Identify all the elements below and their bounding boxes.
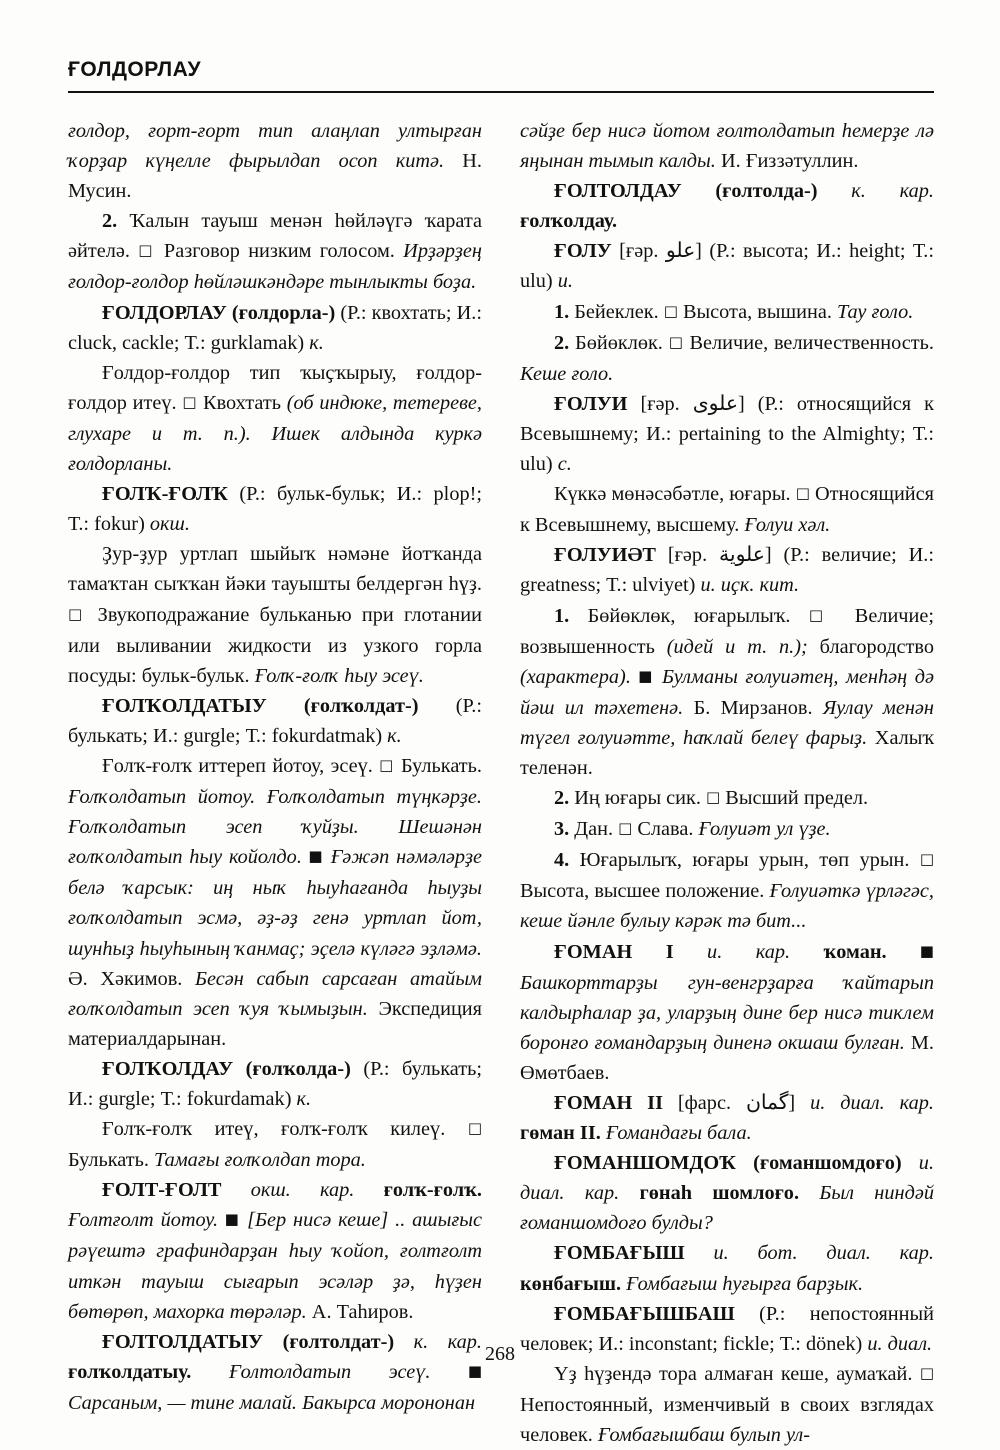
italic-text: к. кар. bbox=[394, 1330, 482, 1353]
text-run: (Р.: булькать; И.: gurgle; Т.: fokurdatmak) bbox=[68, 694, 482, 747]
italic-text: Ғолуиәткә үрләгәс, кеше йәнле булыу кәрәк тә бит... bbox=[520, 880, 934, 933]
italic-text: Ғолҡолдатып йотоу. Ғолҡолдатып түңкәрҙе. Ғолҡолдатып эсеп ҡуйҙы. Шешәнән ғолҡолдатып һыу койолдо. bbox=[68, 786, 482, 869]
italic-text: Ирҙәрҙең ғолдор-ғолдор һөйләшкәндәре тынлыкты боҙа. bbox=[68, 240, 482, 294]
italic-text: к. bbox=[309, 331, 324, 354]
headword: ҒОМБАҒЫШ bbox=[554, 1242, 685, 1265]
italic-text: Был ниндәй ғоманшомдоғо булды? bbox=[520, 1182, 934, 1235]
italic-text: Ғолҡ-ғолҡ һыу эсеү. bbox=[254, 664, 424, 687]
text-run: (Р.: бульк-бульк; И.: plop!; Т.: fokur) bbox=[68, 483, 482, 536]
entry-paragraph bbox=[520, 236, 934, 296]
bold-text: 4. bbox=[554, 849, 570, 872]
left-column bbox=[68, 116, 482, 1418]
headword: ҒОМАН II bbox=[554, 1092, 663, 1114]
entry-paragraph bbox=[520, 1088, 934, 1148]
text-run: Бөйөклөк, юғарылыҡ. bbox=[569, 604, 809, 627]
example-marker-icon: ■ bbox=[630, 666, 662, 685]
italic-text: Тау ғоло. bbox=[836, 300, 914, 323]
headword: ҒОЛТОЛДАУ (ғолтолда-) bbox=[554, 180, 818, 203]
entry-paragraph bbox=[68, 1175, 482, 1326]
text-run: Булькать. bbox=[68, 1149, 155, 1172]
entry-paragraph bbox=[68, 751, 482, 1054]
headword: ҒОМБАҒЫШБАШ bbox=[554, 1302, 735, 1325]
text-run: Күккә мөнәсәбәтле, юғары. bbox=[554, 483, 796, 506]
translation-marker-icon: □ bbox=[467, 1119, 482, 1138]
text-run: Квохтать bbox=[197, 391, 287, 414]
entry-paragraph bbox=[520, 116, 934, 176]
text-run: Слава. bbox=[632, 818, 699, 841]
translation-marker-icon: □ bbox=[795, 484, 810, 503]
entry-paragraph bbox=[68, 1054, 482, 1114]
entry-paragraph bbox=[68, 116, 482, 206]
bold-text: ғолҡолдау. bbox=[520, 210, 618, 233]
italic-text: окш. bbox=[149, 513, 190, 536]
right-column bbox=[520, 116, 934, 1450]
entry-paragraph bbox=[520, 814, 934, 845]
text-run: благородство bbox=[807, 635, 934, 658]
text-run: Ғолдор-ғолдор тип ҡыҫҡырыу, ғолдор-ғолдор итеү. bbox=[68, 361, 482, 414]
text-run: Относящийся к Всевышнему, высшему. bbox=[520, 483, 934, 537]
italic-text: [Бер нисә кеше] .. ашығыс рәүештә графиндарҙан һыу ҡойоп, ғолтғолт иткән тауыш сығарып эсәләр ҙә, һүҙен бөтөрөп, махорка төрәләр. bbox=[68, 1209, 482, 1323]
text-run: Халыҡ теленән. bbox=[520, 726, 934, 779]
entry-paragraph bbox=[68, 358, 482, 479]
text-run: Звукоподражание бульканью при глотании или выливании жидкости из узкого горла посуды: бульк-бульк. bbox=[68, 603, 482, 687]
bold-text: ҡоман. bbox=[823, 940, 887, 963]
entry-paragraph bbox=[520, 297, 934, 328]
italic-text: Бесән сабып сарсаған атайым ғолҡолдатып эсеп ҡуя ҡымыҙын. bbox=[68, 967, 482, 1020]
entry-paragraph bbox=[68, 298, 482, 358]
entry-paragraph bbox=[68, 1114, 482, 1175]
bold-text: көнбағыш. bbox=[520, 1272, 622, 1295]
translation-marker-icon: □ bbox=[808, 605, 837, 624]
text-run: Ә. Хәкимов. bbox=[68, 967, 196, 990]
headword: ҒОЛДОРЛАУ (ғолдорла-) bbox=[102, 301, 336, 324]
bold-text: 2. bbox=[554, 331, 570, 354]
text-run: Экспедиция материалдарынан. bbox=[68, 997, 482, 1050]
bold-text: 2. bbox=[554, 787, 570, 810]
headword: ҒОЛҠОЛДАТЫУ (ғолҡолдат-) bbox=[102, 694, 419, 717]
headword: ҒОЛУ bbox=[554, 240, 612, 263]
italic-text: Ғолтғолт йотоу. bbox=[68, 1209, 219, 1232]
headword: ҒОЛҠОЛДАУ (ғолҡолда-) bbox=[102, 1057, 351, 1080]
italic-text: к. bbox=[296, 1088, 312, 1110]
page-number: 268 bbox=[485, 1343, 515, 1365]
entry-paragraph bbox=[520, 783, 934, 814]
translation-marker-icon: □ bbox=[138, 241, 156, 260]
text-run: Булькать. bbox=[394, 754, 482, 777]
entry-paragraph bbox=[68, 206, 482, 297]
bold-text: ғолҡолдатыу. bbox=[68, 1360, 192, 1383]
entry-paragraph bbox=[68, 691, 482, 751]
italic-text: к. bbox=[387, 724, 402, 747]
italic-text: (характера). bbox=[520, 665, 631, 688]
italic-text: Тамағы ғолҡолдап тора. bbox=[154, 1149, 366, 1172]
italic-text: Кеше ғоло. bbox=[520, 362, 614, 385]
translation-marker-icon: □ bbox=[668, 332, 684, 351]
italic-text: и. диал. кар. bbox=[810, 1092, 934, 1114]
entry-paragraph bbox=[520, 601, 934, 784]
headword: ҒОЛУИӘТ bbox=[554, 544, 656, 567]
italic-text: Ғолуиәт ул үҙе. bbox=[698, 818, 831, 841]
header-rule bbox=[68, 91, 934, 93]
text-run: М. Өмөтбаев. bbox=[520, 1031, 934, 1084]
translation-marker-icon: □ bbox=[706, 788, 721, 807]
italic-text: и. bbox=[557, 270, 573, 293]
entry-paragraph bbox=[520, 176, 934, 236]
text-run: Үҙ һүҙендә тора алмаған кеше, аумаҡай. bbox=[554, 1362, 920, 1385]
italic-text: Яулау менән түгел ғолуиәтте, һаҡлай белеү фарыҙ. bbox=[520, 696, 934, 749]
italic-text: сәйҙе бер нисә йотом ғолтолдатып һемерҙе лә яңынан тымып калды. bbox=[520, 120, 934, 173]
text-run: Н. Мусин. bbox=[68, 150, 482, 203]
entry-paragraph bbox=[520, 479, 934, 540]
text-run: Ҙур-ҙур уртлап шыйыҡ нәмәне йотҡанда тамаҡтан сыҡҡан йәки тауышты белдергән һүҙ. bbox=[68, 543, 482, 596]
translation-marker-icon: □ bbox=[182, 392, 198, 411]
entry-paragraph bbox=[520, 389, 934, 479]
headword: ҒОЛҠ-ҒОЛҠ bbox=[102, 483, 228, 506]
italic-text: Ғолуи хәл. bbox=[744, 514, 831, 537]
entry-paragraph bbox=[520, 1359, 934, 1450]
italic-text: ғолдор, ғорт-ғорт тип алаңлап ултырған ҡорҙар күңелле фырылдап осоп китә. bbox=[68, 120, 482, 173]
text-run: (Р.: булькать; И.: gurgle; Т.: fokurdamak) bbox=[68, 1057, 482, 1110]
italic-text: Башкорттарҙы гун-венгрҙарға ҡайтарып калдырһалар ҙа, уларҙың дине бер нисә тиклем боронғо ғомандарҙың диненә окшаш булған. bbox=[520, 971, 934, 1054]
translation-marker-icon: □ bbox=[919, 850, 934, 869]
translation-marker-icon: □ bbox=[618, 819, 633, 838]
text-run: Юғарылыҡ, юғары урын, төп урын. bbox=[569, 849, 920, 872]
example-marker-icon: ■ bbox=[218, 1210, 248, 1229]
text-run: Высший предел. bbox=[720, 787, 869, 810]
text-run: Разговор низким голосом. bbox=[155, 240, 404, 263]
italic-text: Ғомбағыш һуғырға барҙык. bbox=[621, 1272, 864, 1295]
translation-marker-icon: □ bbox=[663, 301, 678, 320]
entry-paragraph bbox=[68, 479, 482, 539]
headword: ҒОЛТОЛДАТЫУ (ғолтолдат-) bbox=[102, 1330, 395, 1353]
example-marker-icon: ■ bbox=[886, 941, 934, 960]
italic-text: Сарсаным, — тине малай. Бакырса морононан bbox=[68, 1391, 476, 1414]
bold-text: гөман II. bbox=[520, 1122, 601, 1145]
translation-marker-icon: □ bbox=[919, 1363, 934, 1382]
bold-text: 1. bbox=[554, 300, 570, 323]
text-run: Величие, величественность. bbox=[683, 331, 934, 354]
text-run: (Р.: непостоянный человек; И.: inconstant; fickle; Т.: dönek) bbox=[520, 1302, 934, 1355]
headword: ҒОМАН I bbox=[554, 940, 674, 963]
entry-paragraph bbox=[520, 1238, 934, 1298]
text-run: Бөйөклөк. bbox=[569, 331, 669, 354]
entry-paragraph bbox=[68, 539, 482, 690]
italic-text: и. иҫк. кит. bbox=[700, 574, 800, 597]
italic-text: и. диал. bbox=[867, 1332, 933, 1355]
bold-text: 1. bbox=[554, 604, 570, 627]
example-marker-icon: ■ bbox=[301, 847, 331, 866]
headword: ҒОЛУИ bbox=[554, 392, 628, 415]
text-run: [ғәр. علویة] (Р.: величие; И.: greatness; Т.: ulviyet) bbox=[520, 544, 934, 597]
example-marker-icon: ■ bbox=[430, 1361, 482, 1380]
entry-paragraph bbox=[520, 540, 934, 600]
entry-paragraph bbox=[520, 1148, 934, 1238]
bold-text: гөнаһ шомлоғо. bbox=[639, 1182, 800, 1205]
italic-text: окш. кар. bbox=[221, 1179, 384, 1202]
italic-text: Ғәжәп нәмәләрҙе белә ҡарсык: иң ныҡ һыуһағанда һыуҙы ғолҡолдатып эсмә, əҙ-əҙ генə уртлап йот, шунһыҙ һыуһының ҡанмаҫ; эҫелә күләгә эҙләмә. bbox=[68, 846, 482, 960]
italic-text: к. кар. bbox=[817, 180, 934, 203]
text-run: Величие; возвышенность bbox=[520, 604, 934, 658]
entry-paragraph bbox=[68, 1327, 482, 1418]
text-run: Высота, высшее положение. bbox=[520, 880, 770, 903]
italic-text: Булманы ғолуиәтең, менһәң дә йәш ил тәхетенә. bbox=[520, 665, 934, 719]
text-run: Б. Мирзанов. bbox=[683, 696, 823, 719]
text-run: Ғолҡ-ғолҡ иттереп йотоу, эсеү. bbox=[102, 754, 380, 777]
italic-text: Ғомандағы бала. bbox=[600, 1122, 752, 1145]
text-run: Высота, вышина. bbox=[677, 300, 837, 323]
text-run: (Р.: квохтать; И.: cluck, cackle; Т.: gurklamak) bbox=[68, 301, 482, 354]
translation-marker-icon: □ bbox=[379, 755, 395, 774]
entry-paragraph bbox=[520, 937, 934, 1088]
bold-text: 2. bbox=[102, 210, 118, 233]
text-run: Бейеклек. bbox=[569, 300, 664, 323]
translation-marker-icon: □ bbox=[68, 604, 88, 623]
italic-text: с. bbox=[557, 453, 572, 476]
running-head: ҒОЛДОРЛАУ bbox=[68, 58, 202, 81]
text-run: Ғолҡ-ғолҡ итеү, ғолҡ-ғолҡ килеү. bbox=[102, 1118, 468, 1141]
italic-text: (идей и т. п.); bbox=[666, 635, 808, 658]
italic-text: и. кар. bbox=[673, 940, 824, 963]
italic-text: Ғомбағышбаш булып ул- bbox=[597, 1424, 811, 1447]
italic-text: и. диал. кар. bbox=[520, 1152, 935, 1205]
entry-paragraph bbox=[520, 328, 934, 389]
bold-text: ғолҡ-ғолҡ. bbox=[383, 1179, 482, 1202]
text-run: Дан. bbox=[569, 818, 619, 841]
text-run: [ғәр. علوی] (Р.: относящийся к Всевышнему; И.: pertaining to the Almighty; Т.: ulu) bbox=[520, 392, 934, 476]
italic-text: Ғолтолдатып эсеү. bbox=[191, 1360, 431, 1383]
italic-text: (об индюке, тетереве, глухаре и т. п.). Ишек алдында куркә ғолдорланы. bbox=[68, 391, 482, 476]
text-run: А. Таһиров. bbox=[306, 1300, 414, 1323]
text-run: Непостоянный, изменчивый в своих взглядах человек. bbox=[520, 1393, 934, 1447]
entry-paragraph bbox=[520, 845, 934, 936]
text-run: [фарс. گمان] bbox=[662, 1092, 811, 1114]
text-run: [ғәр. علو] (Р.: высота; И.: height; Т.: ulu) bbox=[520, 240, 934, 293]
bold-text: 3. bbox=[554, 818, 570, 841]
headword: ҒОМАНШОМДОҠ (ғоманшомдоғо) bbox=[554, 1152, 902, 1175]
text-run: И. Ғиззәтуллин. bbox=[715, 150, 859, 173]
italic-text: и. бот. диал. кар. bbox=[684, 1242, 934, 1265]
text-run: Иң юғары сик. bbox=[569, 787, 707, 810]
headword: ҒОЛТ-ҒОЛТ bbox=[102, 1179, 222, 1202]
text-run: Ҡалын тауыш менән һөйләүгә ҡарата әйтелә. bbox=[68, 210, 482, 263]
